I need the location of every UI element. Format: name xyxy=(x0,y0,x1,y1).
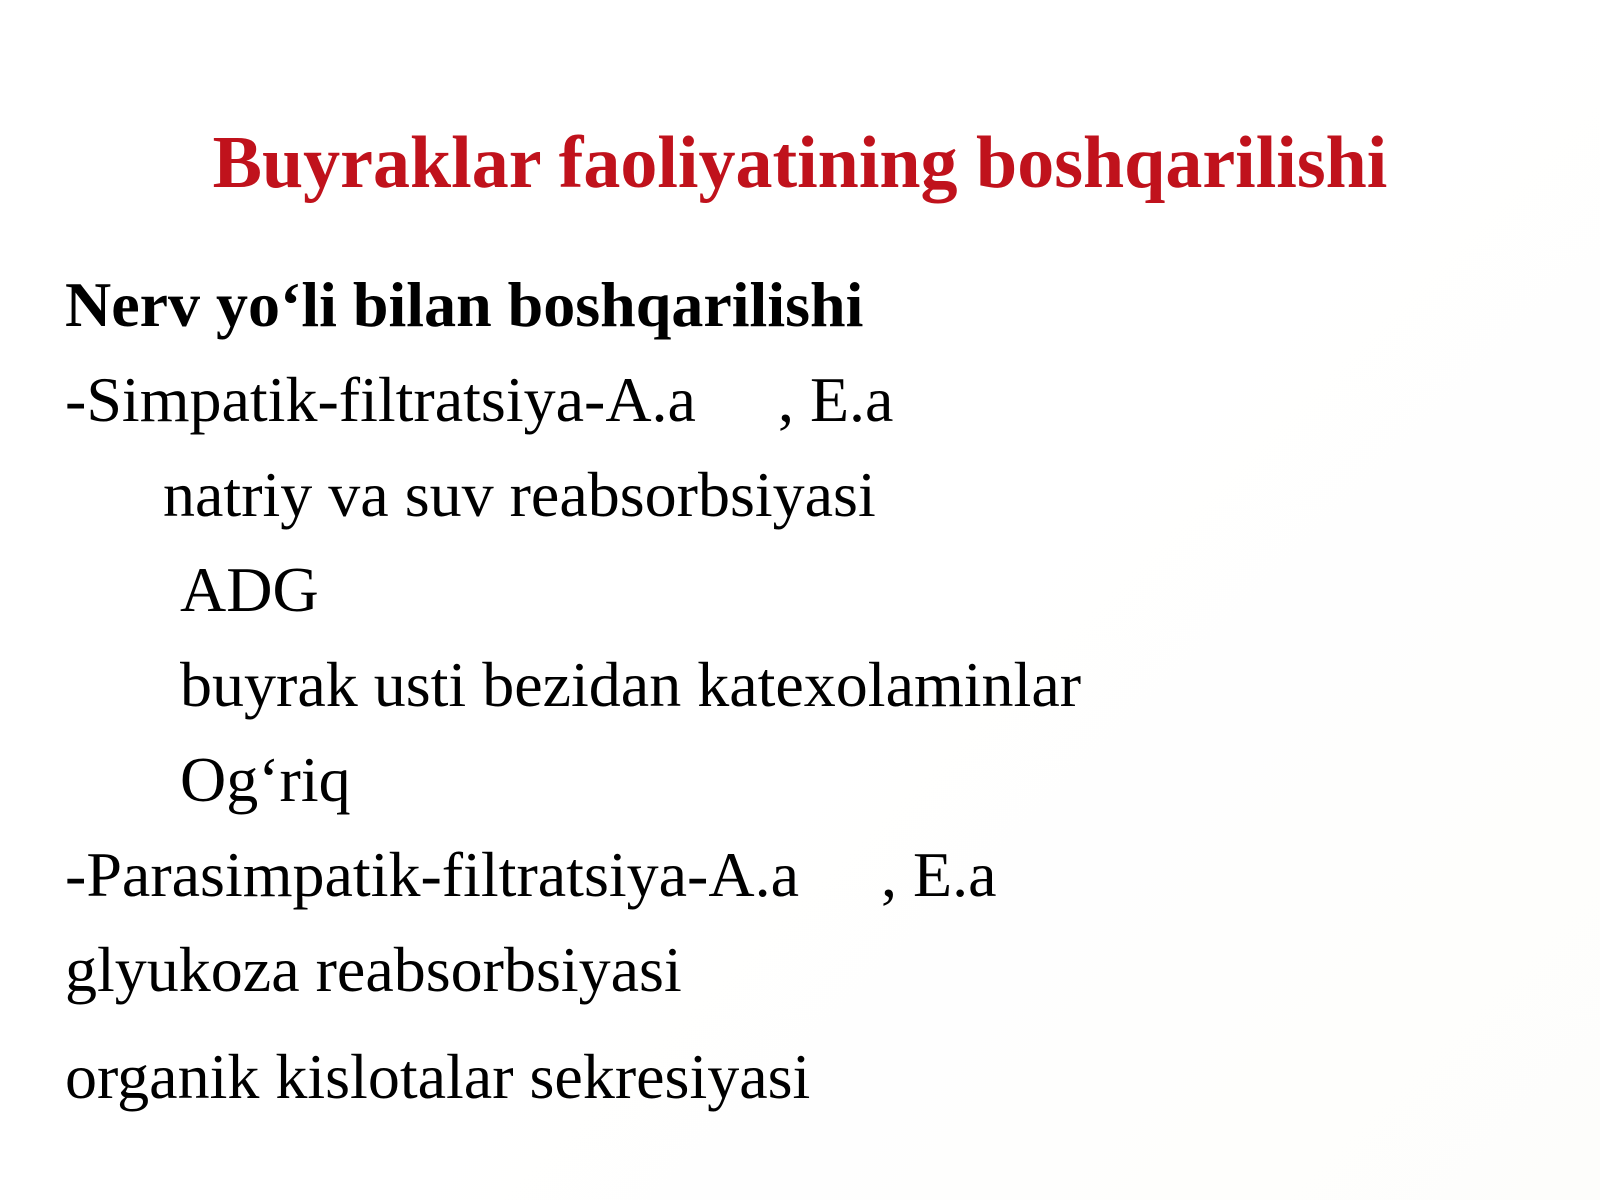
adg-line: ADG xyxy=(180,554,319,625)
ogriq-line: Og‘riq xyxy=(180,744,351,815)
section-heading: Nerv yo‘li bilan boshqarilishi xyxy=(65,269,864,340)
katexolaminlar-line: buyrak usti bezidan katexolaminlar xyxy=(180,649,1082,720)
glyukoza-line: glyukoza reabsorbsiyasi xyxy=(65,934,682,1005)
parasimpatik-ea: , E.a xyxy=(880,839,997,910)
natriy-line: natriy va suv reabsorbsiyasi xyxy=(163,459,876,530)
simpatik-text: -Simpatik-filtratsiya-A.a xyxy=(65,364,696,435)
parasimpatik-text: -Parasimpatik-filtratsiya-A.a xyxy=(65,839,799,910)
slide-title: Buyraklar faoliyatining boshqarilishi xyxy=(212,122,1388,204)
simpatik-line xyxy=(65,360,893,440)
organik-line: organik kislotalar sekresiyasi xyxy=(65,1041,811,1112)
parasimpatik-line xyxy=(65,835,996,915)
simpatik-ea: , E.a xyxy=(777,364,894,435)
